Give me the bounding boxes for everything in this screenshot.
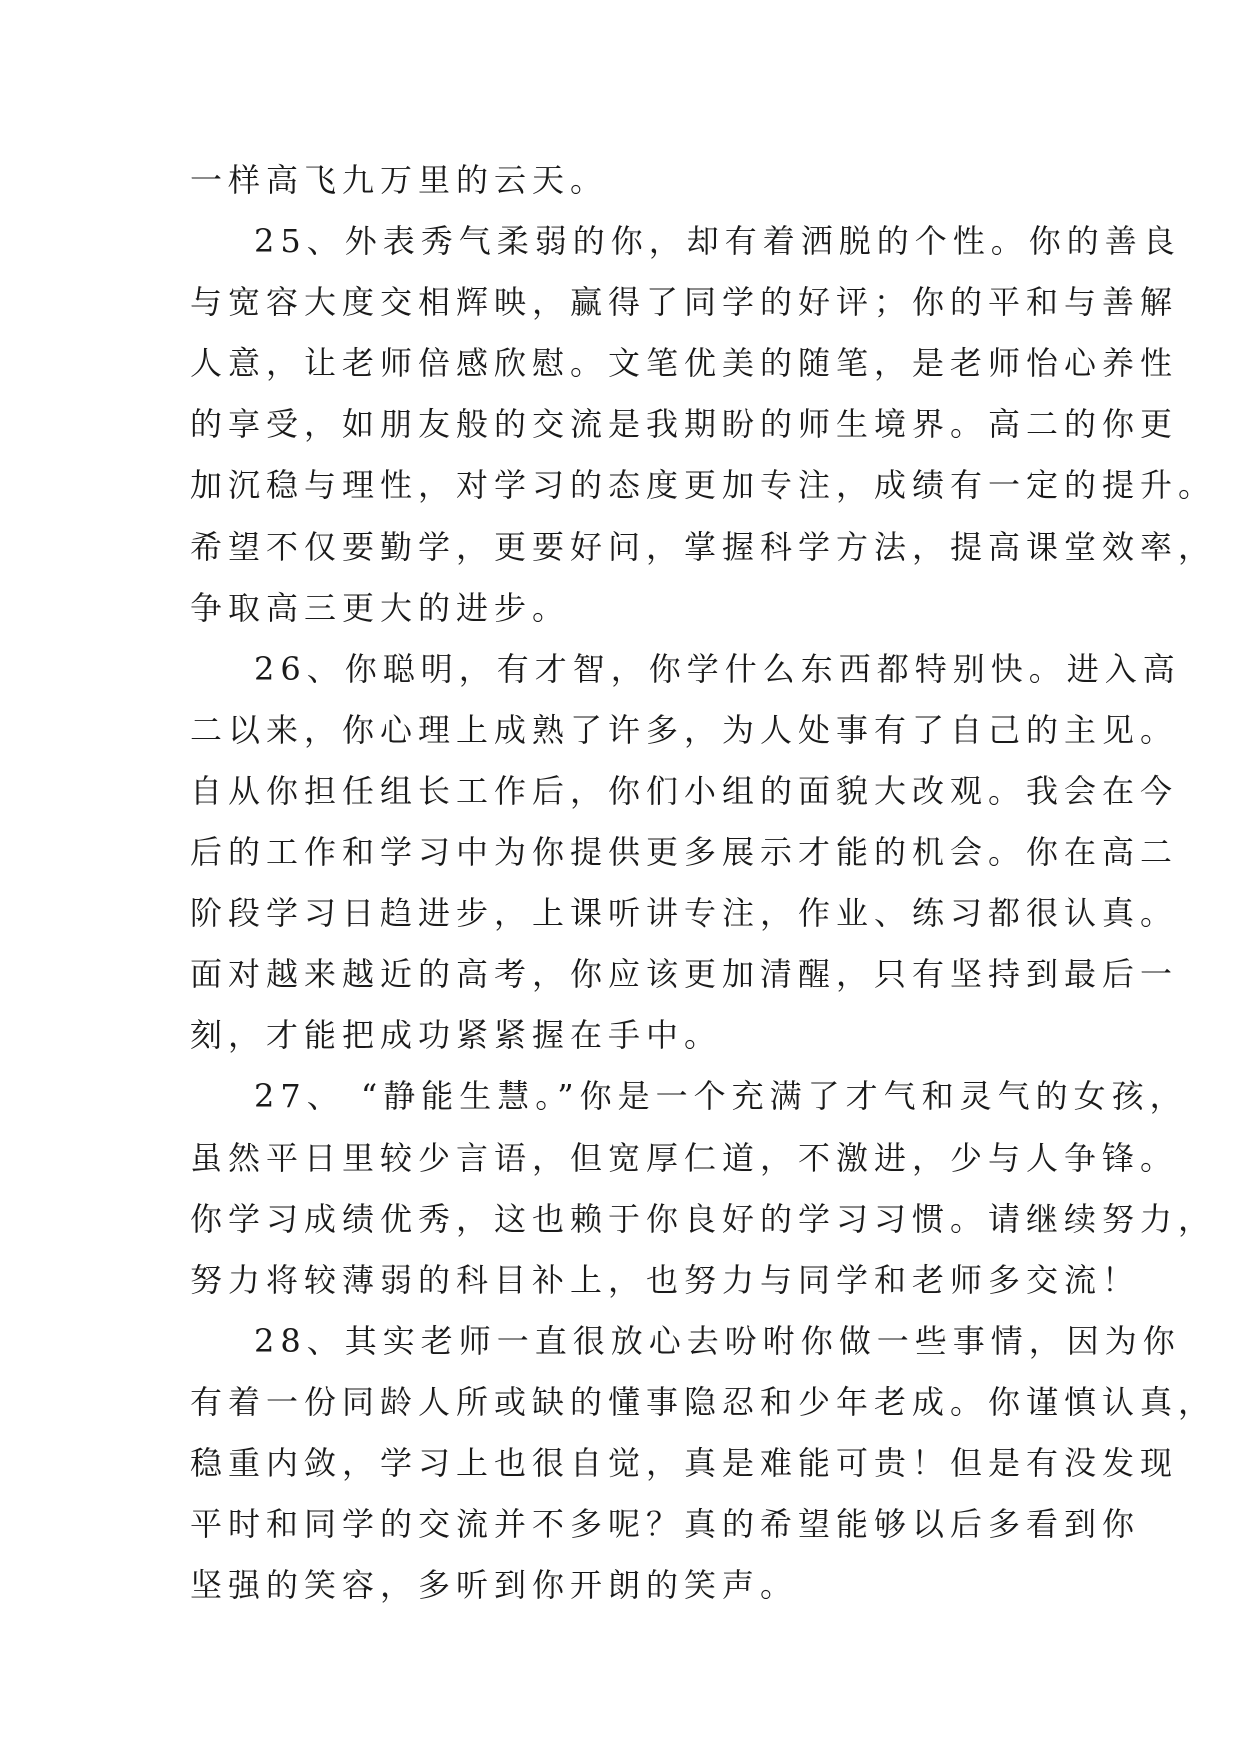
text-line: 刻，才能把成功紧紧握在手中。 <box>190 1016 723 1055</box>
text-line: 人意，让老师倍感欣慰。文笔优美的随笔，是老师怡心养性 <box>190 344 1179 383</box>
text-line: 加沉稳与理性，对学习的态度更加专注，成绩有一定的提升。 <box>190 466 1217 505</box>
text-line: 争取高三更大的进步。 <box>190 588 571 627</box>
text-line: 二以来，你心理上成熟了许多，为人处事有了自己的主见。 <box>190 710 1179 749</box>
text-line: 阶段学习日趋进步，上课听讲专注，作业、练习都很认真。 <box>190 894 1179 933</box>
paragraph-28-first-line: 28、其实老师一直很放心去吩咐你做一些事情，因为你 <box>254 1321 1181 1360</box>
text-line: 的享受，如朋友般的交流是我期盼的师生境界。高二的你更 <box>190 405 1179 444</box>
text-line: 努力将较薄弱的科目补上，也努力与同学和老师多交流！ <box>190 1260 1141 1299</box>
text-line: 面对越来越近的高考，你应该更加清醒，只有坚持到最后一 <box>190 955 1179 994</box>
text-line: 自从你担任组长工作后，你们小组的面貌大改观。我会在今 <box>190 771 1179 810</box>
text-line: 你学习成绩优秀，这也赖于你良好的学习习惯。请继续努力， <box>190 1199 1217 1238</box>
paragraph-25-first-line: 25、外表秀气柔弱的你，却有着洒脱的个性。你的善良 <box>254 222 1181 261</box>
paragraph-27-first-line: 27、 “静能生慧。”你是一个充满了才气和灵气的女孩， <box>254 1077 1188 1116</box>
document-body <box>190 150 1217 1616</box>
text-line: 有着一份同龄人所或缺的懂事隐忍和少年老成。你谨慎认真， <box>190 1382 1217 1421</box>
text-line: 一样高飞九万里的云天。 <box>190 161 609 199</box>
text-line: 虽然平日里较少言语，但宽厚仁道，不激进，少与人争锋。 <box>190 1138 1179 1177</box>
text-line: 后的工作和学习中为你提供更多展示才能的机会。你在高二 <box>190 833 1179 872</box>
text-line: 稳重内敛，学习上也很自觉，真是难能可贵！但是有没发现 <box>190 1443 1179 1482</box>
text-line: 坚强的笑容，多听到你开朗的笑声。 <box>190 1566 799 1605</box>
text-line: 与宽容大度交相辉映，赢得了同学的好评；你的平和与善解 <box>190 283 1179 322</box>
text-line: 希望不仅要勤学，更要好问，掌握科学方法，提高课堂效率， <box>190 527 1217 566</box>
paragraph-26-first-line: 26、你聪明，有才智，你学什么东西都特别快。进入高 <box>254 649 1181 688</box>
text-line: 平时和同学的交流并不多呢？真的希望能够以后多看到你 <box>190 1505 1141 1544</box>
